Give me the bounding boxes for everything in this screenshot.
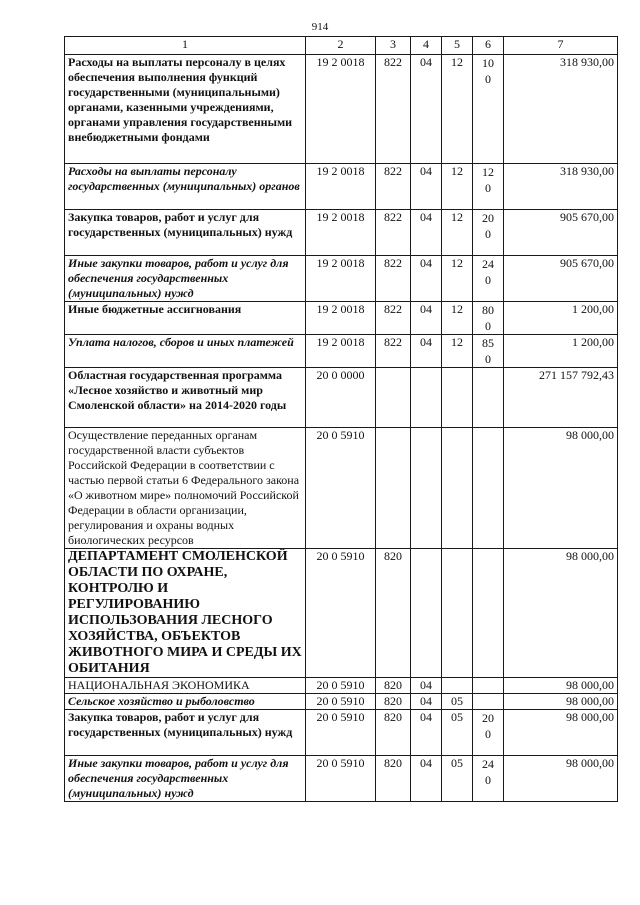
administrator-code: 822	[376, 55, 411, 164]
section-code: 04	[411, 710, 442, 756]
expense-type	[473, 302, 504, 335]
expense-type	[473, 428, 504, 549]
administrator-code: 820	[376, 678, 411, 694]
expense-type	[473, 335, 504, 368]
subsection-code	[442, 368, 473, 428]
col-1-header: 1	[65, 37, 306, 55]
row-name: Иные закупки товаров, работ и услуг для обеспечения государственных (муниципальных) нужд	[65, 756, 306, 802]
expense-type	[473, 164, 504, 210]
amount: 905 670,00	[504, 256, 618, 302]
col-4-header: 4	[411, 37, 442, 55]
section-code	[411, 428, 442, 549]
expense-type-part: 20	[482, 711, 494, 725]
table-row	[65, 164, 618, 210]
section-code	[411, 549, 442, 678]
subsection-code: 05	[442, 710, 473, 756]
expense-type-part: 85	[482, 336, 494, 350]
amount: 905 670,00	[504, 210, 618, 256]
amount: 1 200,00	[504, 302, 618, 335]
subsection-code: 05	[442, 756, 473, 802]
target-article: 20 0 0000	[306, 368, 376, 428]
col-2-header: 2	[306, 37, 376, 55]
amount: 98 000,00	[504, 549, 618, 678]
target-article: 19 2 0018	[306, 55, 376, 164]
target-article: 19 2 0018	[306, 210, 376, 256]
row-name: Закупка товаров, работ и услуг для государственных (муниципальных) нужд	[65, 210, 306, 256]
amount: 98 000,00	[504, 710, 618, 756]
administrator-code: 822	[376, 164, 411, 210]
expense-type-part: 0	[485, 319, 491, 333]
table-row	[65, 210, 618, 256]
amount: 271 157 792,43	[504, 368, 618, 428]
expense-type	[473, 694, 504, 710]
col-7-header: 7	[504, 37, 618, 55]
administrator-code: 822	[376, 256, 411, 302]
row-name: НАЦИОНАЛЬНАЯ ЭКОНОМИКА	[65, 678, 306, 694]
expense-type	[473, 55, 504, 164]
administrator-code	[376, 428, 411, 549]
amount: 98 000,00	[504, 678, 618, 694]
expense-type-part: 0	[485, 352, 491, 366]
expense-type	[473, 756, 504, 802]
table-row	[65, 710, 618, 756]
expense-type	[473, 549, 504, 678]
row-name: ДЕПАРТАМЕНТ СМОЛЕНСКОЙ ОБЛАСТИ ПО ОХРАНЕ, КОНТРОЛЮ И РЕГУЛИРОВАНИЮ ИСПОЛЬЗОВАНИЯ ЛЕСНОГО ХОЗЯЙСТВА, ОБЪЕКТОВ ЖИВОТНОГО МИРА И СРЕДЫ ИХ ОБИТАНИЯ	[65, 549, 306, 678]
administrator-code: 822	[376, 210, 411, 256]
subsection-code: 12	[442, 302, 473, 335]
section-code: 04	[411, 210, 442, 256]
row-name: Сельское хозяйство и рыболовство	[65, 694, 306, 710]
expense-type-part: 0	[485, 727, 491, 741]
amount: 318 930,00	[504, 55, 618, 164]
target-article: 20 0 5910	[306, 756, 376, 802]
subsection-code: 12	[442, 55, 473, 164]
subsection-code: 12	[442, 210, 473, 256]
expense-type	[473, 368, 504, 428]
table-row	[65, 428, 618, 549]
expense-type-part: 10	[482, 56, 494, 70]
subsection-code: 12	[442, 164, 473, 210]
target-article: 19 2 0018	[306, 256, 376, 302]
expense-type-part: 24	[482, 257, 494, 271]
section-code: 04	[411, 256, 442, 302]
target-article: 19 2 0018	[306, 302, 376, 335]
table-row	[65, 694, 618, 710]
col-5-header: 5	[442, 37, 473, 55]
expense-type-part: 20	[482, 211, 494, 225]
section-code: 04	[411, 55, 442, 164]
expense-type-part: 24	[482, 757, 494, 771]
administrator-code: 822	[376, 302, 411, 335]
subsection-code: 12	[442, 256, 473, 302]
target-article: 19 2 0018	[306, 335, 376, 368]
subsection-code	[442, 678, 473, 694]
table-row	[65, 756, 618, 802]
expense-type	[473, 710, 504, 756]
expense-type	[473, 210, 504, 256]
administrator-code: 822	[376, 335, 411, 368]
row-name: Уплата налогов, сборов и иных платежей	[65, 335, 306, 368]
target-article: 19 2 0018	[306, 164, 376, 210]
section-code: 04	[411, 164, 442, 210]
target-article: 20 0 5910	[306, 678, 376, 694]
table-row	[65, 302, 618, 335]
amount: 1 200,00	[504, 335, 618, 368]
table-row	[65, 368, 618, 428]
table-row	[65, 678, 618, 694]
subsection-code: 12	[442, 335, 473, 368]
col-3-header: 3	[376, 37, 411, 55]
section-code: 04	[411, 302, 442, 335]
administrator-code: 820	[376, 694, 411, 710]
budget-table	[64, 36, 618, 802]
target-article: 20 0 5910	[306, 694, 376, 710]
subsection-code	[442, 428, 473, 549]
table-row	[65, 335, 618, 368]
expense-type-part: 0	[485, 72, 491, 86]
table-row	[65, 55, 618, 164]
expense-type-part: 0	[485, 773, 491, 787]
expense-type-part: 0	[485, 273, 491, 287]
administrator-code: 820	[376, 756, 411, 802]
amount: 98 000,00	[504, 694, 618, 710]
amount: 98 000,00	[504, 428, 618, 549]
header-row	[65, 37, 618, 55]
row-name: Областная государственная программа «Лесное хозяйство и животный мир Смоленской области» на 2014-2020 годы	[65, 368, 306, 428]
col-6-header: 6	[473, 37, 504, 55]
target-article: 20 0 5910	[306, 710, 376, 756]
row-name: Расходы на выплаты персоналу государственных (муниципальных) органов	[65, 164, 306, 210]
expense-type-part: 0	[485, 181, 491, 195]
amount: 98 000,00	[504, 756, 618, 802]
row-name: Иные закупки товаров, работ и услуг для обеспечения государственных (муниципальных) нужд	[65, 256, 306, 302]
row-name: Осуществление переданных органам государственной власти субъектов Российской Федерации в соответствии с частью первой статьи 6 Федерального закона «О животном мире» полномочий Российской Федерации в области организации, регулирования и охраны водных биологических ресурсов	[65, 428, 306, 549]
expense-type-part: 12	[482, 165, 494, 179]
section-code	[411, 368, 442, 428]
page-number: 914	[311, 21, 329, 33]
section-code: 04	[411, 335, 442, 368]
expense-type-part: 0	[485, 227, 491, 241]
section-code: 04	[411, 694, 442, 710]
section-code: 04	[411, 678, 442, 694]
target-article: 20 0 5910	[306, 428, 376, 549]
expense-type-part: 80	[482, 303, 494, 317]
administrator-code: 820	[376, 710, 411, 756]
row-name: Иные бюджетные ассигнования	[65, 302, 306, 335]
expense-type	[473, 678, 504, 694]
administrator-code: 820	[376, 549, 411, 678]
subsection-code: 05	[442, 694, 473, 710]
administrator-code	[376, 368, 411, 428]
section-code: 04	[411, 756, 442, 802]
amount: 318 930,00	[504, 164, 618, 210]
target-article: 20 0 5910	[306, 549, 376, 678]
table-row	[65, 256, 618, 302]
subsection-code	[442, 549, 473, 678]
row-name: Расходы на выплаты персоналу в целях обеспечения выполнения функций государственными (муниципальными) органами, казенными учреждениями, органами управления государственными внебюджетными фондами	[65, 55, 306, 164]
table-row	[65, 549, 618, 678]
row-name: Закупка товаров, работ и услуг для государственных (муниципальных) нужд	[65, 710, 306, 756]
expense-type	[473, 256, 504, 302]
